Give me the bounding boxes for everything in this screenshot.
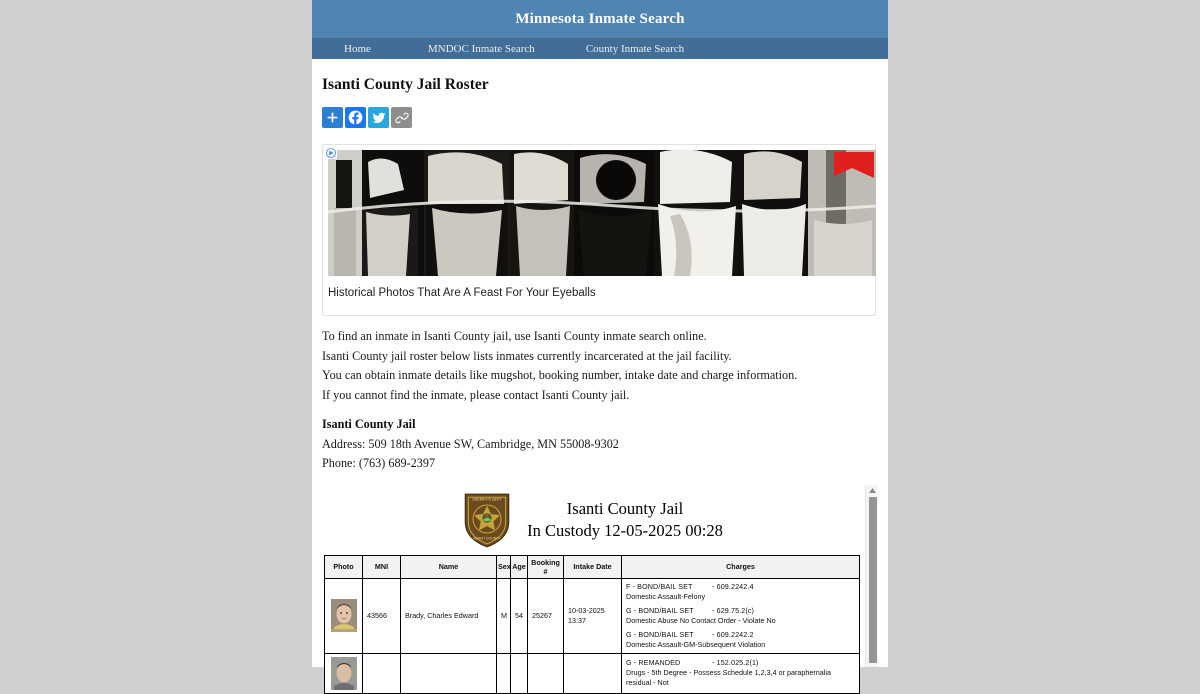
cell-mni [363,653,401,693]
intro-paragraphs [322,327,878,405]
charge-statute: - 609.2242.2 [712,629,754,639]
cell-sex: M [497,578,511,653]
cell-name: Brady, Charles Edward [401,578,497,653]
cell-booking-number [528,653,564,693]
cell-age: 54 [511,578,528,653]
roster-table-head [325,555,860,578]
charge-description: Domestic Assault-GM-Subsequent Violation [626,639,766,649]
roster-frame-scrollbar[interactable] [865,485,878,667]
roster-header [322,485,862,555]
charge-code-line [626,606,855,616]
twitter-icon [372,111,386,125]
cell-intake-date [564,578,622,653]
column-header-intake-date: Intake Date [564,555,622,578]
share-button-addthis[interactable] [322,107,343,128]
intro-line-1: To find an inmate in Isanti County jail, use Isanti County inmate search online. [322,329,707,343]
site-header [312,0,888,38]
share-button-twitter[interactable] [368,107,389,128]
cell-photo[interactable] [325,653,363,693]
intake-time-value: 13:37 [568,615,586,625]
share-button-copy-link[interactable] [391,107,412,128]
charge-entry [626,630,855,650]
intro-line-2: Isanti County jail roster below lists inmates currently incarcerated at the jail facility. [322,348,732,363]
share-toolbar [322,107,878,128]
table-row[interactable] [325,653,860,693]
roster-iframe-content [322,485,862,694]
roster-table-body [325,578,860,693]
column-header-charges: Charges [622,555,860,578]
site-container [312,0,888,687]
main-navigation [312,38,888,59]
charge-level-status: F - BOND/BAIL SET [626,581,693,591]
intro-line-4: If you cannot find the inmate, please contact Isanti County jail. [322,387,630,402]
column-header-photo: Photo [325,555,363,578]
page-title: Isanti County Jail Roster [322,76,489,93]
advertisement-box[interactable] [322,144,876,316]
charge-level-status: G - BOND/BAIL SET [626,605,694,615]
charge-entry [626,582,855,602]
inmate-roster-table [324,555,860,694]
charge-code-line [626,658,855,668]
share-button-facebook[interactable] [345,107,366,128]
ad-photo-graphic [328,150,876,276]
charge-description: Drugs - 5th Degree - Possess Schedule 1,2,3,4 or paraphernalia residual - Not [626,668,831,687]
cell-name [401,653,497,693]
mugshot-image[interactable] [331,657,357,690]
cell-charges [622,578,860,653]
chevron-up-icon [869,488,876,493]
column-header-sex: Sex [497,555,511,578]
charge-statute: - 609.2242.4 [712,581,754,591]
column-header-name: Name [401,555,497,578]
scrollbar-thumb[interactable] [869,497,877,663]
cell-charges [622,653,860,693]
table-row[interactable] [325,578,860,653]
mugshot-image[interactable] [331,599,357,632]
page-content [312,59,888,687]
facility-name: Isanti County Jail [322,417,416,431]
column-header-age: Age [511,555,528,578]
cell-mni: 43566 [363,578,401,653]
ad-caption[interactable]: Historical Photos That Are A Feast For Your Eyeballs [328,287,596,299]
nav-item-mndoc-inmate-search[interactable]: MNDOC Inmate Search [427,42,535,55]
cell-age [511,653,528,693]
plus-icon [326,111,339,124]
sheriff-badge-icon [461,491,513,549]
roster-title-block [527,498,723,542]
charge-description: Domestic Assault-Felony [626,591,706,601]
facility-phone: Phone: (763) 689-2397 [322,456,436,470]
ad-choices-icon[interactable] [325,147,337,159]
column-header-mni: MNI [363,555,401,578]
column-header-booking: Booking # [528,555,564,578]
charge-statute: - 629.75.2(c) [712,605,755,615]
cell-intake-date [564,653,622,693]
badge-bottom-text: ISANTI COUNTY [473,536,502,541]
cell-booking-number: 25267 [528,578,564,653]
nav-item-county-inmate-search[interactable]: County Inmate Search [585,42,685,55]
charge-code-line [626,582,855,592]
intro-line-3: You can obtain inmate details like mugshot, booking number, intake date and charge information. [322,368,798,382]
roster-iframe[interactable] [322,485,878,687]
charge-code-line [626,630,855,640]
link-icon [395,111,409,125]
charge-level-status: G - REMANDED [626,658,681,667]
adchoices-triangle-icon [326,148,336,158]
charge-entry [626,606,855,626]
cell-photo[interactable] [325,578,363,653]
scroll-up-arrow-icon[interactable] [866,485,879,496]
charge-description: Domestic Abuse No Contact Order - Violate No [626,615,776,625]
charge-level-status: G - BOND/BAIL SET [626,629,694,639]
cell-sex [497,653,511,693]
ad-image[interactable] [328,150,876,276]
facebook-icon [348,110,363,125]
intake-date-value: 10-03-2025 [568,605,605,615]
roster-header-row [325,555,860,578]
facility-address: Address: 509 18th Avenue SW, Cambridge, MN 55008-9302 [322,436,619,451]
badge-top-text: SHERIFF'S DEPT [472,496,502,501]
nav-item-home[interactable]: Home [344,42,371,55]
charge-entry [626,658,855,688]
roster-subtitle: In Custody 12-05-2025 00:28 [527,520,723,540]
site-title: Minnesota Inmate Search [515,10,685,27]
charge-statute: - 152.025.2(1) [712,658,759,667]
roster-title: Isanti County Jail [566,498,684,518]
